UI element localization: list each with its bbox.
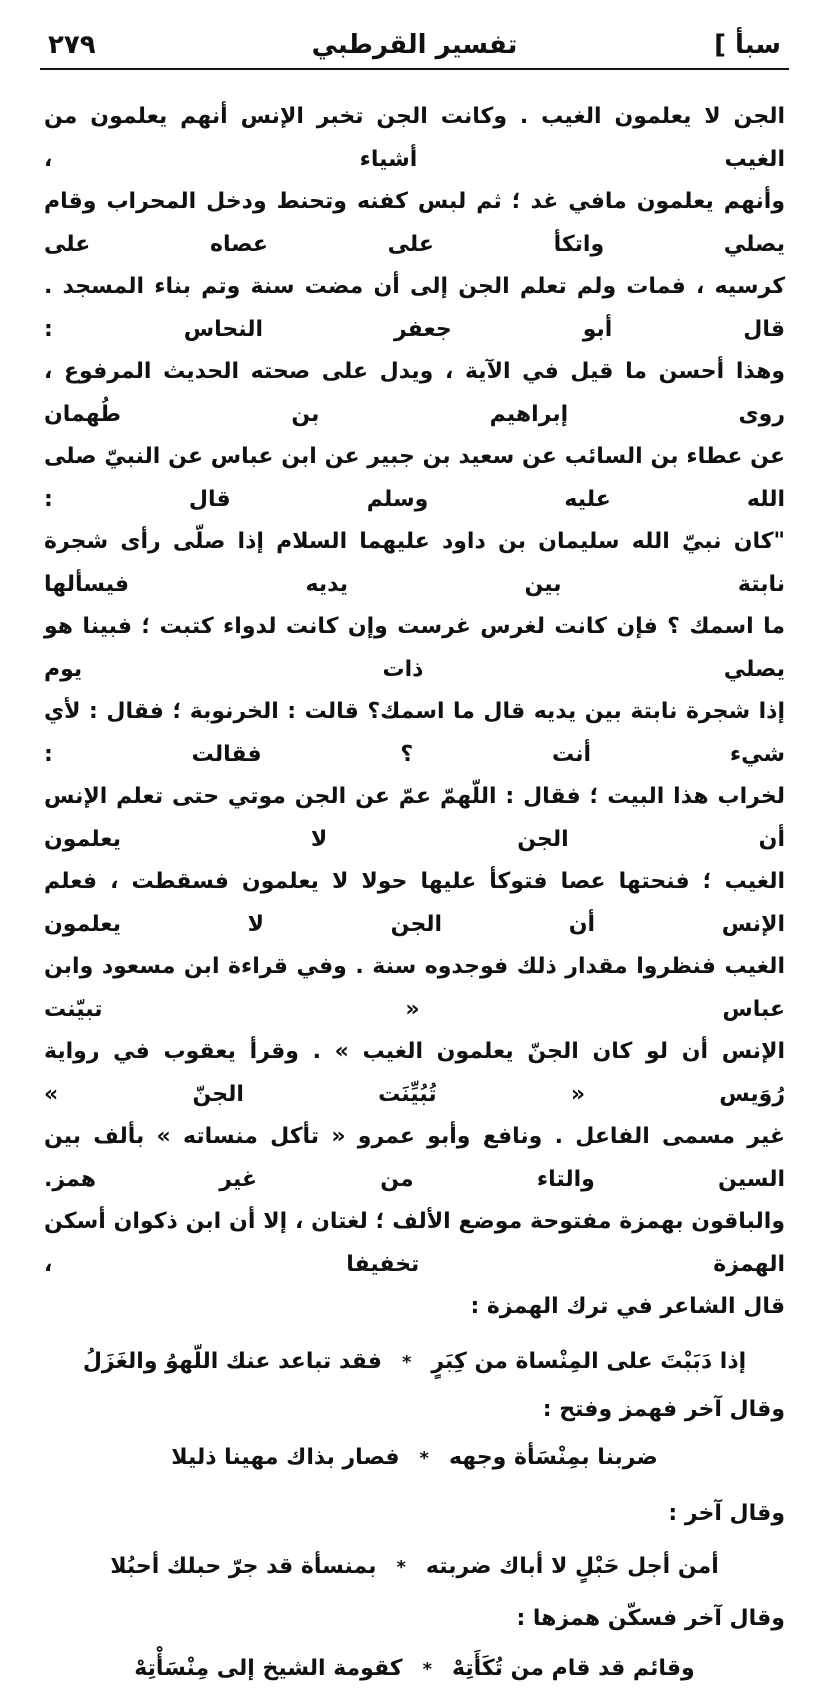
verse-second-hemistich: بمنسأة قد جرّ حبلك أحبُلا (110, 1553, 377, 1579)
text-line: الإنس أن لو كان الجنّ يعلمون الغيب » . وقرأ يعقوب في رواية رُوَيس « تُبُيِّنَت الجنّ » (44, 1039, 785, 1107)
text-line: ما اسمك ؟ فإن كانت لغرس غرست وإن كانت لدواء كتبت ؛ فبينا هو يصلي ذات يوم (44, 614, 785, 682)
text-line: والباقون بهمزة مفتوحة موضع الألف ؛ لغتان ، إلا أن ابن ذكوان أسكن الهمزة تخفيفا ، (44, 1209, 785, 1277)
verse-first-hemistich: وقائم قد قام من تُكَأَتِهْ (452, 1656, 695, 1681)
verse-first-hemistich: إذا دَبَبْتَ على المِنْساة من كِبَرٍ (431, 1348, 747, 1374)
commentary-text (44, 96, 785, 1692)
text-line: الغيب ؛ فنحتها عصا فتوكأ عليها حولا لا يعلمون فسقطت ، فعلم الإنس أن الجن لا يعلمون (44, 869, 785, 937)
text-line: كرسيه ، فمات ولم تعلم الجن إلى أن مضت سنة وتم بناء المسجد . قال أبو جعفر النحاس : (44, 274, 785, 342)
verse-second-hemistich: فصار بذاك مهينا ذليلا (171, 1445, 400, 1470)
verse-separator: * (401, 1351, 412, 1373)
verse-second-hemistich: كقومة الشيخ إلى مِنْسَأْتِهْ (134, 1656, 403, 1681)
text-line: "كان نبيّ الله سليمان بن داود عليهما السلام إذا صلّى رأى شجرة نابتة بين يديه فيسألها (44, 529, 785, 597)
text-line: عن عطاء بن السائب عن سعيد بن جبير عن ابن عباس عن النبيّ صلى الله عليه وسلم قال : (44, 444, 785, 512)
poetry-intro: وقال آخر : (668, 1501, 785, 1526)
surah-label: سبأ ] (714, 30, 781, 60)
header-rule (40, 68, 789, 70)
verse-separator: * (419, 1448, 429, 1469)
text-line: قال الشاعر في ترك الهمزة : (470, 1294, 785, 1319)
verse-second-hemistich: فقد تباعد عنك اللّهوُ والغَزَلُ (82, 1348, 382, 1374)
text-line: غير مسمى الفاعل . ونافع وأبو عمرو « تأكل منساته » بألف بين السين والتاء من غير همز. (44, 1124, 785, 1192)
verse-first-hemistich: أمن أجل حَبْلٍ لا أباك ضربته (425, 1553, 719, 1579)
text-line: وهذا أحسن ما قيل في الآية ، ويدل على صحته الحديث المرفوع ، روى إبراهيم بن طُهمان (44, 359, 785, 427)
poetry-verse (44, 1640, 785, 1692)
page-header (40, 24, 789, 70)
poetry-intro: وقال آخر فسكّن همزها : (516, 1605, 785, 1631)
verse-separator: * (422, 1659, 432, 1680)
text-line: لخراب هذا البيت ؛ فقال : اللّهمّ عمّ عن الجن موتي حتى تعلم الإنس أن الجن لا يعلمون (44, 784, 785, 852)
poetry-verse (44, 1431, 785, 1487)
poetry-verse (44, 1536, 785, 1596)
poetry-verse (44, 1341, 785, 1385)
text-line: الغيب فنظروا مقدار ذلك فوجدوه سنة . وفي قراءة ابن مسعود وابن عباس « تبيّنت (44, 954, 785, 1022)
poetry-intro: وقال آخر فهمز وفتح : (542, 1396, 785, 1422)
text-line: وأنهم يعلمون مافي غد ؛ ثم لبس كفنه وتحنط ودخل المحراب وقام يصلي واتكأ على عصاه على (44, 189, 785, 257)
page-number: ٢٧٩ (48, 30, 96, 60)
verse-first-hemistich: ضربنا بمِنْسَأة وجهه (448, 1445, 658, 1470)
text-line: الجن لا يعلمون الغيب . وكانت الجن تخبر الإنس أنهم يعلمون من الغيب أشياء ، (44, 104, 785, 172)
book-title: تفسير القرطبي (311, 30, 518, 60)
verse-separator: * (396, 1556, 406, 1578)
text-line: إذا شجرة نابتة بين يديه قال ما اسمك؟ قالت : الخرنوبة ؛ فقال : لأي شيء أنت ؟ فقالت : (44, 699, 785, 767)
